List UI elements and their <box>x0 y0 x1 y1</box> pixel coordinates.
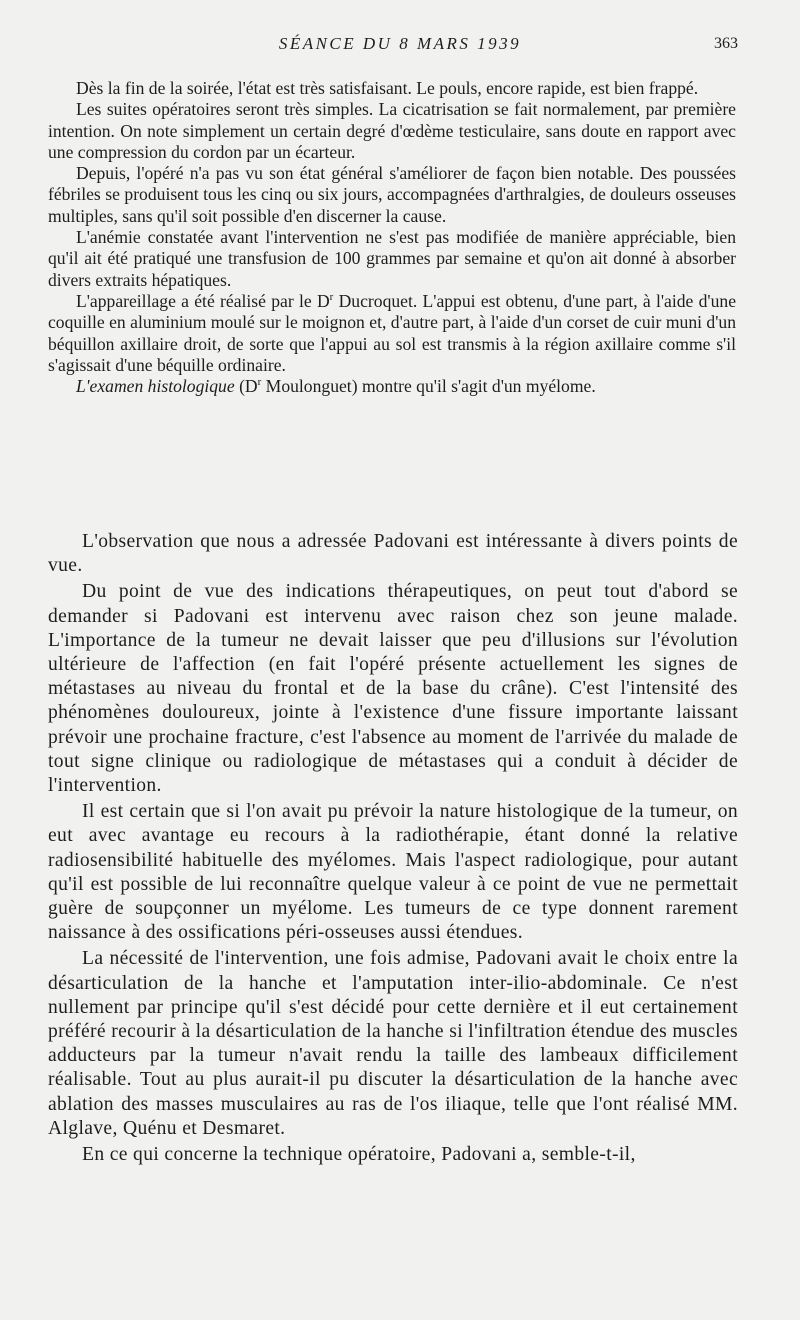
paragraph <box>48 376 736 397</box>
case-report-section <box>48 78 736 397</box>
paragraph: Du point de vue des indications thérapeutiques, on peut tout d'abord se demander si Padovani est intervenu avec raison chez son jeune malade. L'importance de la tumeur ne devait laisser que peu d'illusions sur l'évolution ultérieure de l'affection (en fait l'opéré présente actuellement les signes de métastases au niveau du frontal et de la base du crâne). C'est l'intensité des phénomènes douloureux, jointe à l'existence d'une fissure importante laissant prévoir une prochaine fracture, c'est l'absence au moment de l'arrivée du malade de tout signe clinique ou radiologique de métastases qui a conduit à décider de l'intervention. <box>48 581 738 797</box>
text-run: (D <box>234 376 258 397</box>
text-run: L'appareillage a été réalisé par le D <box>76 290 330 311</box>
page-header <box>0 34 800 58</box>
text-run: Moulonguet) montre qu'il s'agit d'un myélome. <box>261 376 596 397</box>
paragraph: L'observation que nous a adressée Padovani est intéressante à divers points de vue. <box>48 531 738 577</box>
paragraph: Depuis, l'opéré n'a pas vu son état général s'améliorer de façon bien notable. Des poussées fébriles se produisent tous les cinq ou six jours, accompagnées d'arthralgies, de douleurs osseuses multiples, sans qu'il soit possible d'en discerner la cause. <box>48 163 736 226</box>
running-title: SÉANCE DU 8 MARS 1939 <box>278 34 522 53</box>
paragraph: L'anémie constatée avant l'intervention ne s'est pas modifiée de manière appréciable, bien qu'il ait été pratiqué une transfusion de 100 grammes par semaine et qu'on ait donné à absorber divers extraits hépatiques. <box>48 227 736 290</box>
superscript: r <box>329 291 334 304</box>
superscript: r <box>257 376 262 389</box>
paragraph: Dès la fin de la soirée, l'état est très satisfaisant. Le pouls, encore rapide, est bien frappé. <box>76 78 699 98</box>
commentary-section <box>48 530 738 1167</box>
paragraph <box>48 291 736 376</box>
paragraph: Les suites opératoires seront très simples. La cicatrisation se fait normalement, par première intention. On note simplement un certain degré d'œdème testiculaire, sans doute en rapport avec une compression du cordon par un écarteur. <box>48 99 736 162</box>
paragraph: La nécessité de l'intervention, une fois admise, Padovani avait le choix entre la désarticulation de la hanche et l'amputation inter-ilio-abdominale. Ce n'est nullement par principe qu'il s'est décidé pour cette dernière et il eut certainement préféré recourir à la désarticulation de la hanche si l'infiltration étendue des muscles adducteurs par la tumeur n'avait rendu la taille des lambeaux difficilement réalisable. Tout au plus aurait-il pu discuter la désarticulation de la hanche avec ablation des masses musculaires au ras de l'os iliaque, telle que l'ont réalisé MM. Alglave, Quénu et Desmaret. <box>48 948 738 1139</box>
italic-heading: L'examen histologique <box>76 376 235 397</box>
paragraph: Il est certain que si l'on avait pu prévoir la nature histologique de la tumeur, on eut avec avantage eu recours à la radiothérapie, étant donné la relative radiosensibilité habituelle des myélomes. Mais l'aspect radiologique, pour autant qu'il est possible de lui reconnaître quelque valeur à ce point de vue ne permettait guère de soupçonner un myélome. Les tumeurs de ce type donnent rarement naissance à des ossifications péri-osseuses aussi étendues. <box>48 801 738 944</box>
page-number: 363 <box>714 35 738 52</box>
paragraph: En ce qui concerne la technique opératoire, Padovani a, semble-t-il, <box>82 1144 636 1166</box>
text-run: Ducroquet. L'appui est obtenu, d'une part, à l'aide d'une coquille en aluminium moulé sur le moignon et, d'autre part, à l'aide d'un corset de cuir muni d'un béquillon axillaire droit, de sorte que l'appui au sol est transmis à la région axillaire comme s'il s'agissait d'une béquille ordinaire. <box>48 290 737 375</box>
